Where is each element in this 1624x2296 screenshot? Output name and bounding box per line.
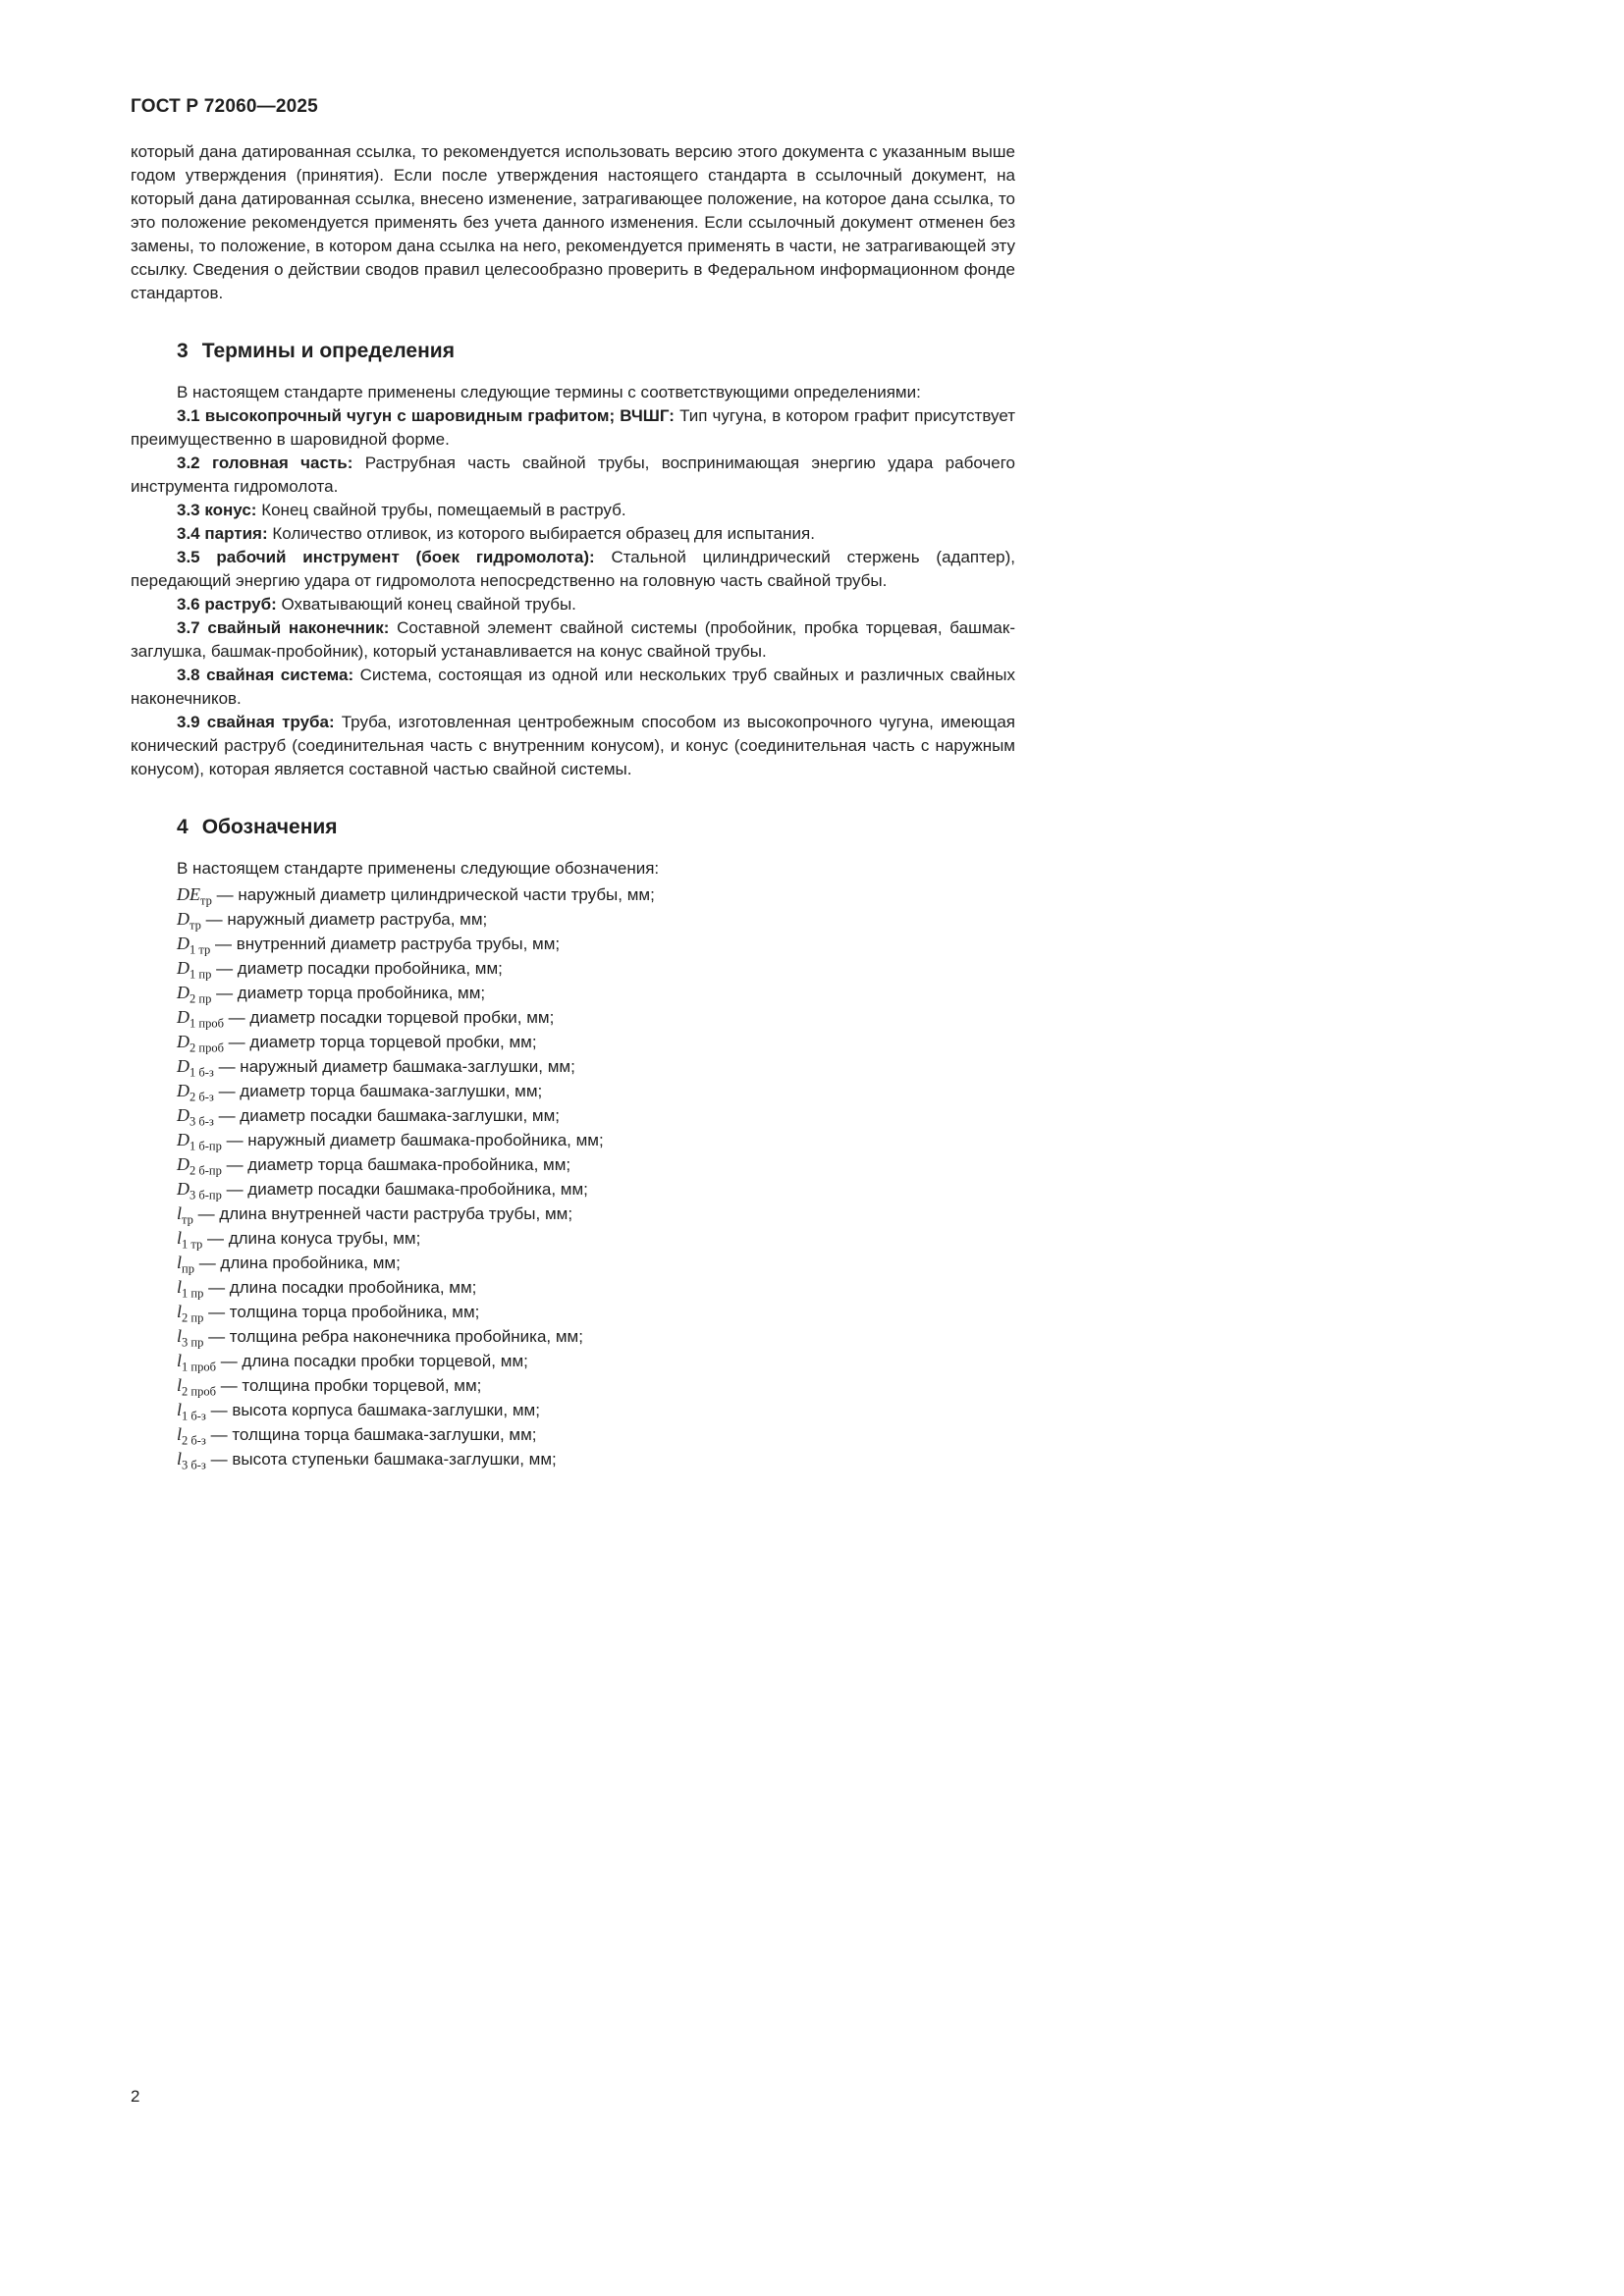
designation-subscript: 3 б-з: [182, 1458, 206, 1472]
designation-item: [131, 1422, 1015, 1447]
designation-subscript: 3 пр: [182, 1335, 204, 1350]
designation-description: — длина конуса трубы, мм;: [207, 1229, 421, 1248]
designation-description: — внутренний диаметр раструба трубы, мм;: [214, 934, 561, 953]
term-item: [131, 546, 1015, 593]
designation-item: [131, 1300, 1015, 1324]
term-name: раструб:: [204, 595, 277, 614]
term-number: 3.3: [177, 501, 200, 519]
designation-subscript: 1 тр: [182, 1237, 203, 1252]
designation-subscript: 2 пр: [182, 1310, 204, 1325]
term-definition: Раструбная часть свайной трубы, воспринимающая энергию удара рабочего инструмента гидромолота.: [131, 454, 1016, 496]
designation-symbol: D: [177, 1032, 189, 1051]
designation-subscript: пр: [182, 1261, 194, 1276]
designation-symbol: l: [177, 1253, 183, 1272]
term-definition: Конец свайной трубы, помещаемый в раструб.: [261, 501, 626, 519]
designation-item: [131, 1275, 1015, 1300]
designation-description: — диаметр торца башмака-пробойника, мм;: [226, 1155, 571, 1174]
designation-item: [131, 956, 1015, 981]
designation-item: [131, 907, 1015, 932]
designation-subscript: 1 пр: [189, 967, 212, 982]
designation-description: — диаметр посадки башмака-пробойника, мм;: [226, 1180, 588, 1199]
term-item: [131, 404, 1015, 452]
designation-symbol: D: [177, 1007, 189, 1027]
term-number: 3.2: [177, 454, 200, 472]
designation-symbol: D: [177, 1154, 189, 1174]
designation-item: [131, 981, 1015, 1005]
designation-item: [131, 1079, 1015, 1103]
designation-subscript: 2 б-з: [182, 1433, 206, 1448]
document-number-header: ГОСТ Р 72060—2025: [131, 96, 318, 117]
designation-symbol: l: [177, 1400, 183, 1419]
term-definition: Охватывающий конец свайной трубы.: [281, 595, 576, 614]
term-item: [131, 616, 1015, 664]
term-definition: Система, состоящая из одной или нескольких труб свайных и различных свайных наконечников.: [131, 666, 1016, 708]
section-4-intro: В настоящем стандарте применены следующие обозначения:: [177, 859, 660, 878]
designation-symbol: D: [177, 983, 189, 1002]
designation-subscript: 2 б-з: [189, 1090, 214, 1104]
designation-symbol: D: [177, 1130, 189, 1149]
term-definition: Количество отливок, из которого выбирается образец для испытания.: [272, 524, 815, 543]
designation-item: [131, 1054, 1015, 1079]
designation-item: [131, 1349, 1015, 1373]
designation-description: — толщина ребра наконечника пробойника, мм;: [208, 1327, 583, 1346]
designation-description: — толщина торца башмака-заглушки, мм;: [210, 1425, 537, 1444]
designation-description: — длина посадки пробки торцевой, мм;: [220, 1352, 528, 1370]
designation-description: — толщина торца пробойника, мм;: [208, 1303, 480, 1321]
section-3-intro: В настоящем стандарте применены следующие термины с соответствующими определениями:: [177, 383, 921, 401]
designation-item: [131, 1128, 1015, 1152]
designation-description: — наружный диаметр башмака-пробойника, мм;: [226, 1131, 604, 1149]
designation-symbol: l: [177, 1424, 183, 1444]
designation-item: [131, 1447, 1015, 1471]
term-item: [131, 452, 1015, 499]
designation-symbol: D: [177, 1105, 189, 1125]
designation-item: [131, 1177, 1015, 1201]
term-number: 3.1: [177, 406, 200, 425]
section-3-heading: [177, 339, 1015, 364]
designation-item: [131, 1373, 1015, 1398]
designation-subscript: 2 проб: [182, 1384, 216, 1399]
section-4-title: Обозначения: [201, 816, 338, 838]
designation-subscript: тр: [200, 893, 212, 908]
designation-subscript: 1 пр: [182, 1286, 204, 1301]
term-definition: Составной элемент свайной системы (пробойник, пробка торцевая, башмак-заглушка, башмак-пробойник), который устанавливается на конус свайной трубы.: [131, 618, 1015, 661]
term-item: [131, 711, 1015, 781]
designation-subscript: тр: [189, 918, 201, 933]
designation-symbol: D: [177, 1179, 189, 1199]
designation-item: [131, 1201, 1015, 1226]
term-name: высокопрочный чугун с шаровидным графитом; ВЧШГ:: [204, 406, 675, 425]
designation-symbol: DE: [177, 884, 200, 904]
section-3-number: 3: [177, 340, 189, 362]
designation-description: — высота корпуса башмака-заглушки, мм;: [210, 1401, 540, 1419]
term-definition: Стальной цилиндрический стержень (адаптер), передающий энергию удара от гидромолота непосредственно на головную часть свайной трубы.: [131, 548, 1015, 590]
designation-description: — длина внутренней части раструба трубы, мм;: [197, 1204, 573, 1223]
designation-description: — диаметр торца башмака-заглушки, мм;: [218, 1082, 543, 1100]
page-number: 2: [131, 2087, 140, 2106]
designation-description: — диаметр посадки башмака-заглушки, мм;: [218, 1106, 561, 1125]
designation-subscript: 1 проб: [189, 1016, 224, 1031]
designation-symbol: l: [177, 1228, 183, 1248]
designation-subscript: 2 б-пр: [189, 1163, 222, 1178]
designation-item: [131, 932, 1015, 956]
designation-subscript: тр: [182, 1212, 193, 1227]
term-definition: Труба, изготовленная центробежным способом из высокопрочного чугуна, имеющая конический раструб (соединительная часть с внутренним конусом), и конус (соединительная часть с наружным конусом), которая является составной частью свайной системы.: [131, 713, 1015, 778]
designation-subscript: 2 проб: [189, 1041, 224, 1055]
designation-description: — диаметр торца пробойника, мм;: [216, 984, 486, 1002]
designation-item: [131, 1103, 1015, 1128]
term-item: [131, 499, 1015, 522]
designation-description: — наружный диаметр цилиндрической части трубы, мм;: [216, 885, 655, 904]
designation-subscript: 3 б-з: [189, 1114, 214, 1129]
designation-symbol: l: [177, 1375, 183, 1395]
term-number: 3.8: [177, 666, 200, 684]
section-3-title: Термины и определения: [201, 340, 455, 362]
term-name: свайная труба:: [206, 713, 335, 731]
designation-symbol: D: [177, 909, 189, 929]
designation-item: [131, 1226, 1015, 1251]
term-number: 3.6: [177, 595, 200, 614]
designation-subscript: 1 проб: [182, 1360, 216, 1374]
designation-description: — наружный диаметр башмака-заглушки, мм;: [218, 1057, 575, 1076]
designation-subscript: 1 б-з: [189, 1065, 214, 1080]
designation-description: — диаметр торца торцевой пробки, мм;: [228, 1033, 537, 1051]
terms-list: [131, 404, 1015, 781]
designation-symbol: D: [177, 1056, 189, 1076]
designation-description: — высота ступеньки башмака-заглушки, мм;: [210, 1450, 557, 1468]
designation-description: — длина посадки пробойника, мм;: [208, 1278, 477, 1297]
designation-item: [131, 1152, 1015, 1177]
page-content: [131, 0, 1015, 1471]
designations-list: [131, 882, 1015, 1471]
term-number: 3.5: [177, 548, 200, 566]
designation-symbol: D: [177, 1081, 189, 1100]
designation-symbol: l: [177, 1277, 183, 1297]
term-name: партия:: [204, 524, 268, 543]
designation-description: — диаметр посадки торцевой пробки, мм;: [228, 1008, 555, 1027]
section-4-number: 4: [177, 816, 189, 838]
section-4-heading: [177, 815, 1015, 840]
term-item: [131, 664, 1015, 711]
designation-symbol: l: [177, 1326, 183, 1346]
designation-symbol: l: [177, 1449, 183, 1468]
designation-symbol: l: [177, 1203, 183, 1223]
term-name: конус:: [204, 501, 257, 519]
term-number: 3.7: [177, 618, 200, 637]
designation-description: — длина пробойника, мм;: [198, 1254, 401, 1272]
designation-item: [131, 1251, 1015, 1275]
term-name: свайная система:: [206, 666, 354, 684]
designation-subscript: 1 тр: [189, 942, 211, 957]
term-item: [131, 522, 1015, 546]
term-name: рабочий инструмент (боек гидромолота):: [216, 548, 595, 566]
designation-description: — толщина пробки торцевой, мм;: [220, 1376, 482, 1395]
designation-subscript: 2 пр: [189, 991, 212, 1006]
designation-description: — наружный диаметр раструба, мм;: [205, 910, 488, 929]
term-definition: Тип чугуна, в котором графит присутствует преимущественно в шаровидной форме.: [131, 406, 1015, 449]
designation-item: [131, 1030, 1015, 1054]
continuation-paragraph: который дана датированная ссылка, то рекомендуется использовать версию этого документа с указанным выше годом утверждения (принятия). Если после утверждения настоящего стандарта в ссылочный документ, на который дана датированная ссылка, внесено изменение, затрагивающее положение, на которое дана ссылка, то это положение рекомендуется применять без учета данного изменения. Если ссылочный документ отменен без замены, то положение, в котором дана ссылка на него, рекомендуется применять в части, не затрагивающей эту ссылку. Сведения о действии сводов правил целесообразно проверить в Федеральном информационном фонде стандартов.: [131, 142, 1015, 302]
designation-item: [131, 1324, 1015, 1349]
designation-description: — диаметр посадки пробойника, мм;: [216, 959, 503, 978]
designation-subscript: 3 б-пр: [189, 1188, 222, 1202]
designation-symbol: D: [177, 958, 189, 978]
term-number: 3.4: [177, 524, 200, 543]
term-item: [131, 593, 1015, 616]
term-name: свайный наконечник:: [207, 618, 390, 637]
designation-subscript: 1 б-пр: [189, 1139, 222, 1153]
designation-item: [131, 882, 1015, 907]
term-name: головная часть:: [211, 454, 353, 472]
designation-symbol: D: [177, 934, 189, 953]
designation-symbol: l: [177, 1302, 183, 1321]
term-number: 3.9: [177, 713, 200, 731]
designation-item: [131, 1005, 1015, 1030]
designation-item: [131, 1398, 1015, 1422]
designation-symbol: l: [177, 1351, 183, 1370]
designation-subscript: 1 б-з: [182, 1409, 206, 1423]
